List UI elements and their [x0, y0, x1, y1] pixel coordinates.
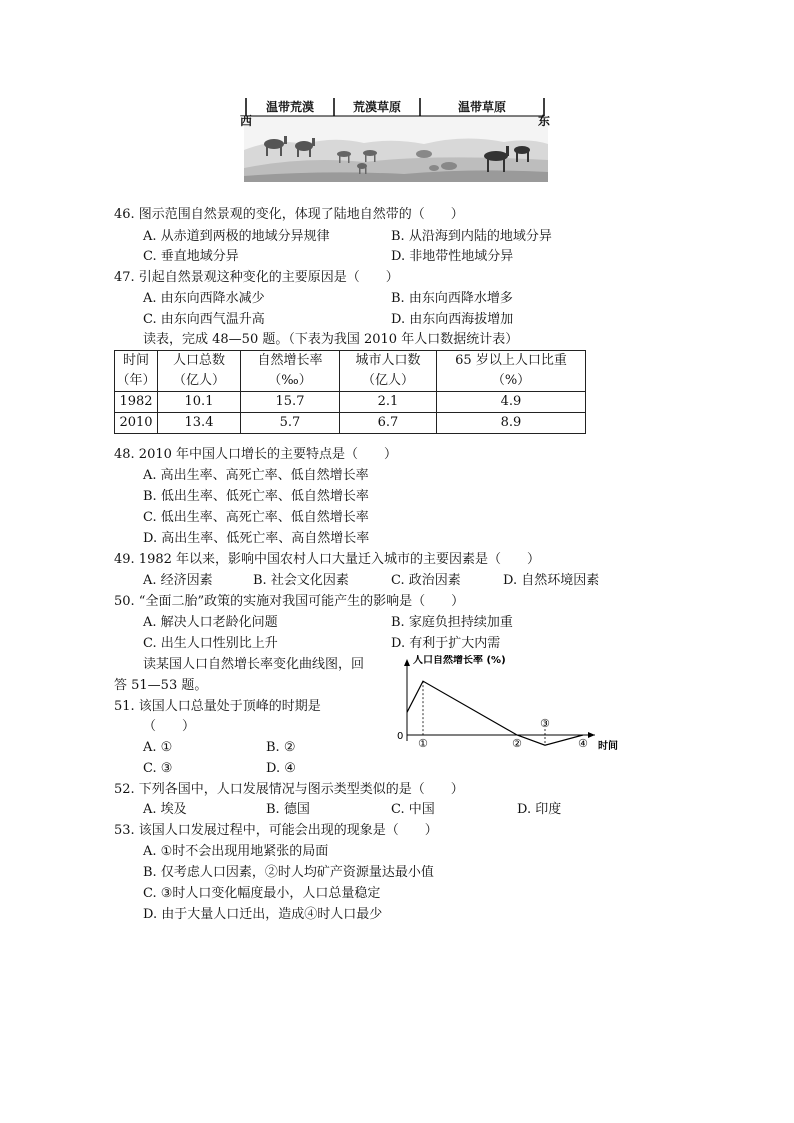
header-line2: （%）	[491, 373, 531, 388]
q48-option-a[interactable]: A. 高出生率、高死亡率、低自然增长率	[143, 468, 369, 483]
population-table	[114, 350, 586, 434]
q52-option-a[interactable]: A. 埃及	[143, 802, 187, 817]
intro-51-53-line2: 答 51—53 题。	[114, 678, 208, 693]
east-label: 东	[538, 114, 551, 128]
table-cell: 6.7	[340, 413, 437, 434]
table-cell: 4.9	[437, 392, 586, 413]
origin-label: 0	[397, 731, 404, 742]
q49-option-a[interactable]: A. 经济因素	[143, 573, 213, 588]
y-axis-label: 人口自然增长率 (%)	[413, 655, 506, 666]
growth-rate-chart	[395, 655, 627, 755]
q50-option-d[interactable]: D. 有利于扩大内需	[391, 636, 501, 651]
q49-option-b[interactable]: B. 社会文化因素	[253, 573, 349, 588]
q51-option-c[interactable]: C. ③	[143, 761, 173, 776]
q47-option-b[interactable]: B. 由东向西降水增多	[391, 291, 513, 306]
header-line2: （‰）	[268, 373, 312, 388]
q52-option-d[interactable]: D. 印度	[517, 802, 562, 817]
table-header-cell	[115, 351, 158, 392]
q53-option-c[interactable]: C. ③时人口变化幅度最小，人口总量稳定	[143, 886, 381, 901]
table-header-cell	[158, 351, 241, 392]
table-row	[115, 392, 586, 413]
q49-option-d[interactable]: D. 自然环境因素	[503, 573, 600, 588]
header-line1: 城市人口数	[355, 353, 421, 368]
q46-option-d[interactable]: D. 非地带性地域分异	[391, 249, 514, 264]
q47-option-d[interactable]: D. 由东向西海拔增加	[391, 312, 514, 327]
tick-label-3: ③	[540, 717, 550, 730]
table-cell: 15.7	[241, 392, 340, 413]
table-header-row	[115, 351, 586, 392]
tick-label-2: ②	[512, 737, 522, 750]
tick-label-1: ①	[418, 737, 428, 750]
q48-stem: 48. 2010 年中国人口增长的主要特点是（ ）	[114, 447, 398, 462]
table-header-cell	[340, 351, 437, 392]
q50-option-a[interactable]: A. 解决人口老龄化问题	[143, 615, 278, 630]
growth-rate-chart-svg	[395, 655, 627, 755]
table-row	[115, 413, 586, 434]
q53-option-d[interactable]: D. 由于大量人口迁出，造成④时人口最少	[143, 907, 383, 922]
header-line2: （亿人）	[172, 373, 225, 388]
q50-stem: 50. “全面二胎”政策的实施对我国可能产生的影响是（ ）	[114, 594, 465, 609]
table-header-cell	[437, 351, 586, 392]
q51-option-a[interactable]: A. ①	[143, 740, 173, 755]
y-axis-arrow	[404, 659, 410, 666]
q52-stem: 52. 下列各国中，人口发展情况与图示类型类似的是（ ）	[114, 782, 464, 797]
table-header-cell	[241, 351, 340, 392]
q52-option-c[interactable]: C. 中国	[391, 802, 435, 817]
q46-option-b[interactable]: B. 从沿海到内陆的地域分异	[391, 229, 552, 244]
q46-option-a[interactable]: A. 从赤道到两极的地域分异规律	[143, 229, 330, 244]
q51-stem: 51. 该国人口总量处于顶峰的时期是	[114, 699, 321, 714]
intro-51-53-line1: 读某国人口自然增长率变化曲线图，回	[143, 657, 365, 672]
q49-stem: 49. 1982 年以来，影响中国农村人口大量迁入城市的主要因素是（ ）	[114, 552, 541, 567]
q47-stem: 47. 引起自然景观这种变化的主要原因是（ ）	[114, 270, 399, 285]
landscape-figure	[240, 98, 551, 182]
zone-label-steppe: 温带草原	[457, 100, 506, 114]
zone-label-desert: 温带荒漠	[265, 100, 314, 114]
header-line1: 自然增长率	[257, 353, 323, 368]
q53-option-a[interactable]: A. ①时不会出现用地紧张的局面	[143, 844, 329, 859]
header-line1: 人口总数	[172, 353, 225, 368]
q46-stem: 46. 图示范围自然景观的变化，体现了陆地自然带的（ ）	[114, 207, 464, 222]
table-cell: 10.1	[158, 392, 241, 413]
tick-label-4: ④	[578, 737, 588, 750]
q48-option-b[interactable]: B. 低出生率、低死亡率、低自然增长率	[143, 489, 369, 504]
q50-option-c[interactable]: C. 出生人口性别比上升	[143, 636, 278, 651]
q51-option-d[interactable]: D. ④	[266, 761, 296, 776]
q53-option-b[interactable]: B. 仅考虑人口因素，②时人均矿产资源量达最小值	[143, 865, 434, 880]
zone-label-desert-steppe: 荒漠草原	[352, 100, 401, 114]
series-line	[407, 681, 583, 745]
q50-option-b[interactable]: B. 家庭负担持续加重	[391, 615, 513, 630]
header-line2: （亿人）	[361, 373, 414, 388]
q48-option-d[interactable]: D. 高出生率、低死亡率、高自然增长率	[143, 531, 370, 546]
header-line1: 65 岁以上人口比重	[455, 353, 567, 368]
table-cell: 13.4	[158, 413, 241, 434]
header-line2: （年）	[116, 373, 156, 388]
x-axis-label: 时间	[598, 741, 618, 752]
q46-option-c[interactable]: C. 垂直地域分异	[143, 249, 239, 264]
west-label: 西	[240, 114, 253, 128]
table-cell: 8.9	[437, 413, 586, 434]
q47-option-c[interactable]: C. 由东向西气温升高	[143, 312, 265, 327]
q48-option-c[interactable]: C. 低出生率、高死亡率、低自然增长率	[143, 510, 369, 525]
table-cell: 2010	[115, 413, 158, 434]
header-line1: 时间	[122, 353, 149, 368]
x-axis-arrow	[588, 732, 595, 738]
intro-48-50: 读表，完成 48—50 题。（下表为我国 2010 年人口数据统计表）	[143, 332, 519, 347]
q51-option-b[interactable]: B. ②	[266, 740, 296, 755]
table-cell: 1982	[115, 392, 158, 413]
q49-option-c[interactable]: C. 政治因素	[391, 573, 461, 588]
q52-option-b[interactable]: B. 德国	[266, 802, 310, 817]
q53-stem: 53. 该国人口发展过程中，可能会出现的现象是（ ）	[114, 823, 438, 838]
table-cell: 5.7	[241, 413, 340, 434]
table-cell: 2.1	[340, 392, 437, 413]
q47-option-a[interactable]: A. 由东向西降水减少	[143, 291, 265, 306]
q51-stem-blank: （ ）	[143, 719, 196, 734]
